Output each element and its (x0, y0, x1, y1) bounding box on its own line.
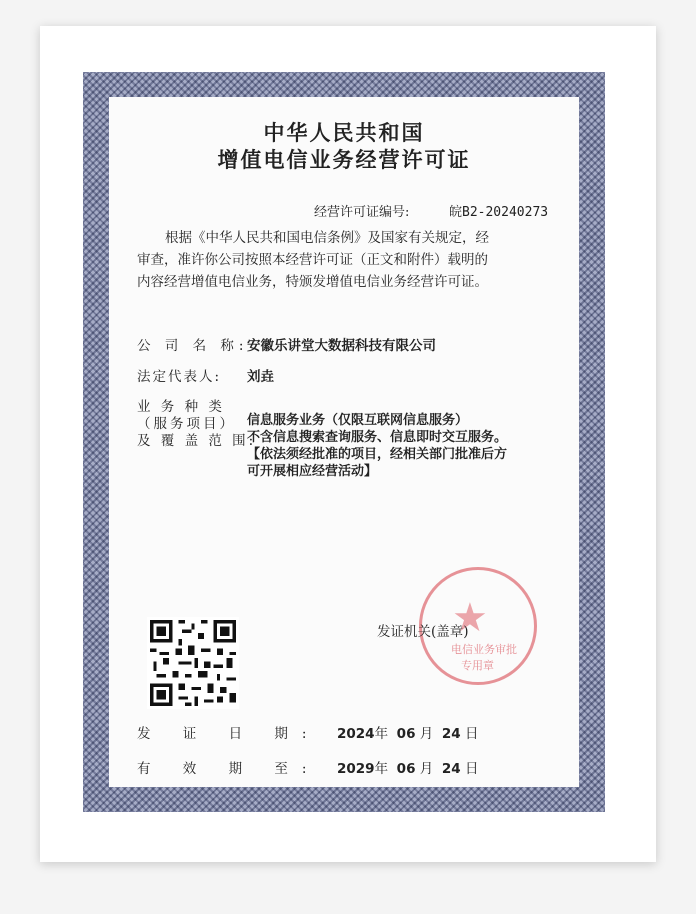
seal-text-1: 电信业务审批 (451, 643, 517, 656)
scope-label-line-3: 及 覆 盖 范 围: (137, 433, 257, 449)
scope-line-3: 【依法须经批准的项目，经相关部门批准后方 (247, 447, 508, 462)
issue-date-label: 发 证 日 期: (137, 726, 321, 742)
valid-year-unit: 年 (374, 761, 389, 777)
issue-year-unit: 年 (374, 726, 389, 742)
scope-label (137, 399, 256, 450)
valid-day: 24 (441, 761, 461, 777)
valid-year: 2029 (337, 761, 375, 777)
issue-month-unit: 月 (419, 726, 434, 742)
valid-month-unit: 月 (419, 761, 434, 777)
scope-line-2: 不含信息搜索查询服务、信息即时交互服务。 (247, 430, 508, 445)
seal-text-2: 专用章 (461, 659, 494, 672)
issue-year: 2024 (337, 726, 375, 742)
permit-number: 皖B2-20240273 (449, 205, 549, 220)
preamble-line-1: 根据《中华人民共和国电信条例》及国家有关规定，经 (165, 230, 489, 246)
preamble-line-2: 审查，准许你公司按照本经营许可证（正文和附件）载明的 (137, 252, 488, 268)
seal-star-icon: ★ (452, 595, 488, 641)
scope-value (247, 412, 507, 480)
valid-date-label: 有 效 期 至: (137, 761, 321, 777)
preamble-line-3: 内容经营增值电信业务，特颁发增值电信业务经营许可证。 (137, 274, 488, 290)
issue-date (337, 722, 478, 742)
rep-label: 法定代表人: (137, 369, 222, 385)
scope-label-line-1: 业 务 种 类 (137, 399, 225, 415)
permit-label: 经营许可证编号: (314, 205, 410, 220)
issuer-label: 发证机关(盖章) (377, 624, 469, 640)
rep-value: 刘垚 (247, 369, 274, 385)
valid-day-unit: 日 (464, 761, 479, 777)
scope-label-line-2: （服务项目） (137, 416, 236, 432)
company-label: 公 司 名 称: (137, 338, 249, 354)
qr-code (146, 617, 240, 709)
valid-date (337, 757, 478, 777)
scope-line-4: 可开展相应经营活动】 (247, 464, 378, 479)
scope-line-1: 信息服务业务（仅限互联网信息服务） (247, 413, 469, 428)
issue-day-unit: 日 (464, 726, 479, 742)
valid-month: 06 (396, 761, 416, 777)
certificate-paper (109, 97, 579, 787)
preamble (137, 227, 557, 293)
issue-day: 24 (441, 726, 461, 742)
company-value: 安徽乐讲堂大数据科技有限公司 (247, 338, 436, 354)
title-line-2: 增值电信业务经营许可证 (217, 147, 471, 172)
title-line-1: 中华人民共和国 (263, 120, 425, 145)
issue-month: 06 (396, 726, 416, 742)
